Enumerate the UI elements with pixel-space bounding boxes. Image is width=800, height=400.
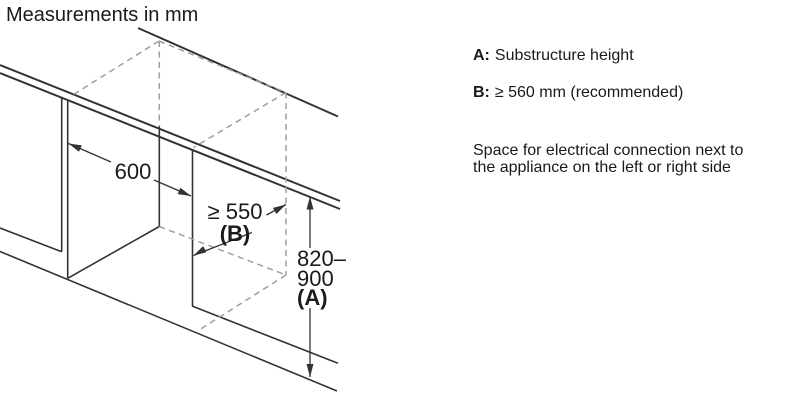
dim-a-arrowhead-bottom xyxy=(307,364,314,377)
dimension-depth-b xyxy=(194,199,287,256)
legend-item-a xyxy=(473,46,634,66)
niche-top-right-depth-edge xyxy=(194,93,287,148)
dim-a-ref-label: (A) xyxy=(297,285,328,310)
note-line-1: Space for electrical connection next to xyxy=(473,142,744,159)
dim-600-arrowhead-right xyxy=(178,188,191,196)
niche-bottom-right-depth-edge xyxy=(198,275,286,331)
note-line-2: the appliance on the left or right side xyxy=(473,158,731,176)
page-title: Measurements in mm xyxy=(6,4,199,26)
dim-b-label: ≥ 550 xyxy=(207,199,263,224)
niche-dashed-box xyxy=(74,41,287,331)
legend-b-text: ≥ 560 mm (recommended) xyxy=(494,84,684,101)
counter-front-bottom-edge xyxy=(0,73,340,209)
countertop-lines xyxy=(0,28,340,209)
dimension-width-600 xyxy=(69,144,192,197)
plinth-top-left-line xyxy=(0,228,62,252)
dim-b-arrowhead-upper xyxy=(273,205,286,215)
dim-b-ref-label: (B) xyxy=(219,221,251,246)
cabinet-lines xyxy=(0,98,338,391)
plinth-top-right-line xyxy=(192,306,338,363)
electrical-connection-note xyxy=(473,143,743,176)
dim-600-arrowhead-left xyxy=(69,144,82,152)
legend-b-key: B: xyxy=(473,84,490,101)
dim-600-label: 600 xyxy=(114,159,152,184)
legend-a-key: A: xyxy=(473,47,490,64)
niche-top-left-depth-edge xyxy=(74,41,160,95)
niche-back-top-edge xyxy=(159,41,286,93)
dim-b-arrowhead-lower xyxy=(194,246,207,255)
counter-front-top-edge xyxy=(0,65,340,201)
legend-a-text: Substructure height xyxy=(494,47,634,64)
niche-floor-left-edge xyxy=(68,227,160,279)
legend-item-b xyxy=(473,83,683,103)
dim-a-label-line1: 820– xyxy=(297,246,346,271)
dim-a-label-line2: 900 xyxy=(297,266,334,291)
